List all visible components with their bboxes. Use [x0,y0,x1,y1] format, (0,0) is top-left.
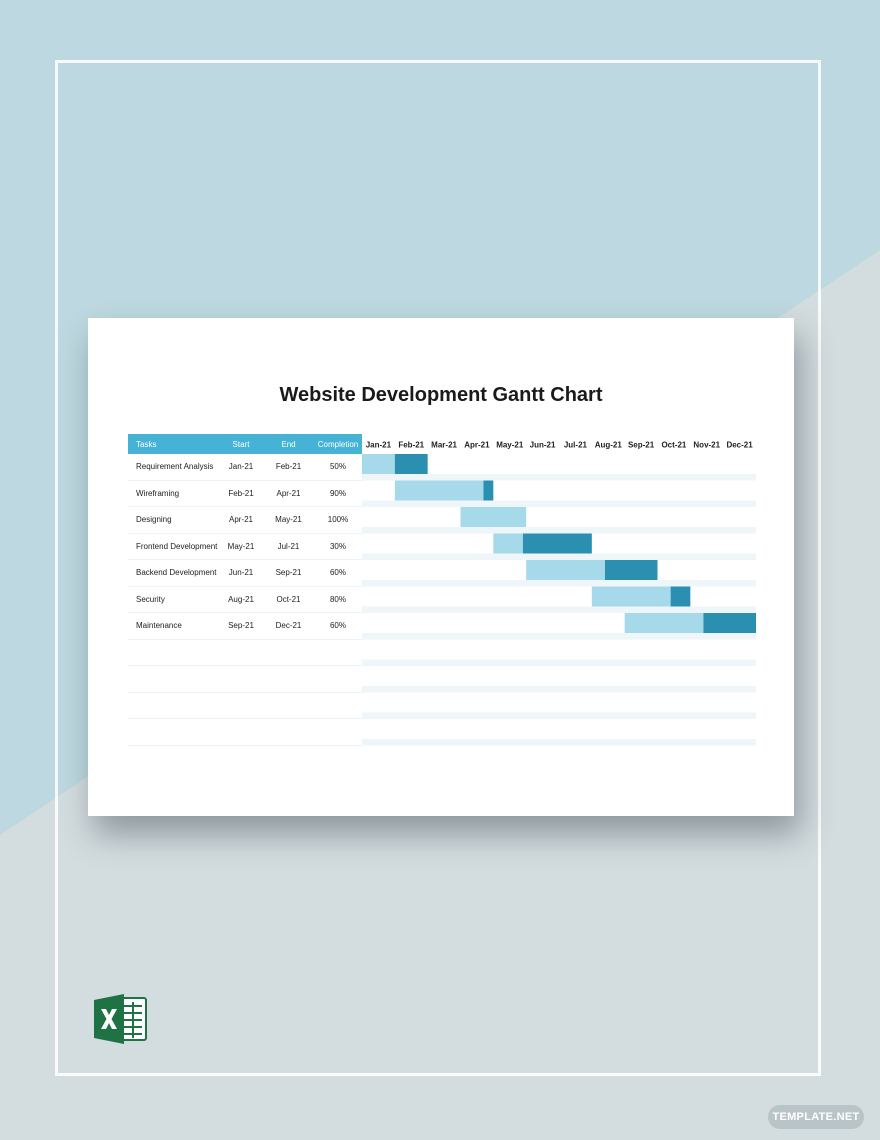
month-label: Oct-21 [661,440,687,450]
task-bar-remaining [671,587,691,607]
empty-row [128,640,362,667]
task-name: Wireframing [136,488,180,498]
task-bar-remaining [523,534,592,554]
header-tasks: Tasks [136,439,157,449]
task-start: Apr-21 [228,515,253,525]
task-bar-remaining [395,454,428,474]
task-completion: 100% [327,515,349,525]
task-name: Backend Development [136,568,217,578]
row-stripe [362,501,756,508]
task-end: Jul-21 [277,541,300,551]
row-stripe [362,713,756,720]
task-name: Frontend Development [136,541,218,551]
row-stripe [362,686,756,693]
month-label: Jan-21 [365,440,392,450]
task-end: Apr-21 [276,488,301,498]
task-row [128,507,362,534]
task-row [128,560,362,587]
month-label: Jun-21 [529,440,556,450]
task-table [128,434,362,746]
task-end: Sep-21 [275,568,302,578]
empty-row [128,666,362,693]
task-bar-completed [493,534,523,554]
month-label: May-21 [496,440,524,450]
task-start: Sep-21 [228,621,254,631]
task-bar-completed [461,507,527,527]
header-completion: Completion [317,439,359,449]
gantt-chart [362,434,756,748]
task-row [128,454,362,481]
excel-icon [94,994,148,1044]
header-end: End [281,439,296,449]
month-label: Jul-21 [563,440,587,450]
month-label: Nov-21 [693,440,721,450]
task-bar-completed [362,454,395,474]
task-bar-completed [526,560,605,580]
month-label: Apr-21 [464,440,490,450]
task-bar-completed [395,481,484,501]
month-label: Aug-21 [594,440,622,450]
row-stripe [362,607,756,614]
month-label: Mar-21 [431,440,457,450]
empty-row [128,719,362,746]
task-end: Dec-21 [275,621,302,631]
row-stripe [362,580,756,587]
task-name: Maintenance [136,621,182,631]
task-table-header [128,434,362,454]
task-completion: 30% [329,541,346,551]
task-end: May-21 [275,515,302,525]
task-completion: 60% [329,621,346,631]
task-end: Feb-21 [275,462,302,472]
task-end: Oct-21 [276,594,301,604]
task-row [128,481,362,508]
task-bar-remaining [605,560,658,580]
task-start: Jun-21 [228,568,254,578]
task-bar-remaining [703,613,756,633]
month-label: Sep-21 [627,440,655,450]
task-name: Requirement Analysis [136,462,214,472]
task-completion: 90% [329,488,346,498]
task-row [128,587,362,614]
task-bar-completed [625,613,704,633]
task-name: Security [136,594,165,604]
task-completion: 60% [329,568,346,578]
task-bar-remaining [483,481,493,501]
task-start: Feb-21 [228,488,254,498]
month-label: Dec-21 [726,440,753,450]
month-label: Feb-21 [398,440,425,450]
task-completion: 80% [329,594,346,604]
row-stripe [362,554,756,561]
task-bar-completed [592,587,671,607]
document-title: Website Development Gantt Chart [279,384,603,406]
task-start: Jan-21 [228,462,254,472]
row-stripe [362,527,756,534]
task-start: Aug-21 [228,594,254,604]
row-stripe [362,739,756,746]
task-name: Designing [136,515,172,525]
header-start: Start [232,439,250,449]
gantt-document [88,318,794,816]
task-completion: 50% [329,462,346,472]
task-row [128,534,362,561]
row-stripe [362,660,756,667]
row-stripe [362,474,756,481]
row-stripe [362,633,756,640]
task-row [128,613,362,640]
task-start: May-21 [227,541,255,551]
empty-row [128,693,362,720]
brand-badge: TEMPLATE.NET [768,1105,864,1129]
